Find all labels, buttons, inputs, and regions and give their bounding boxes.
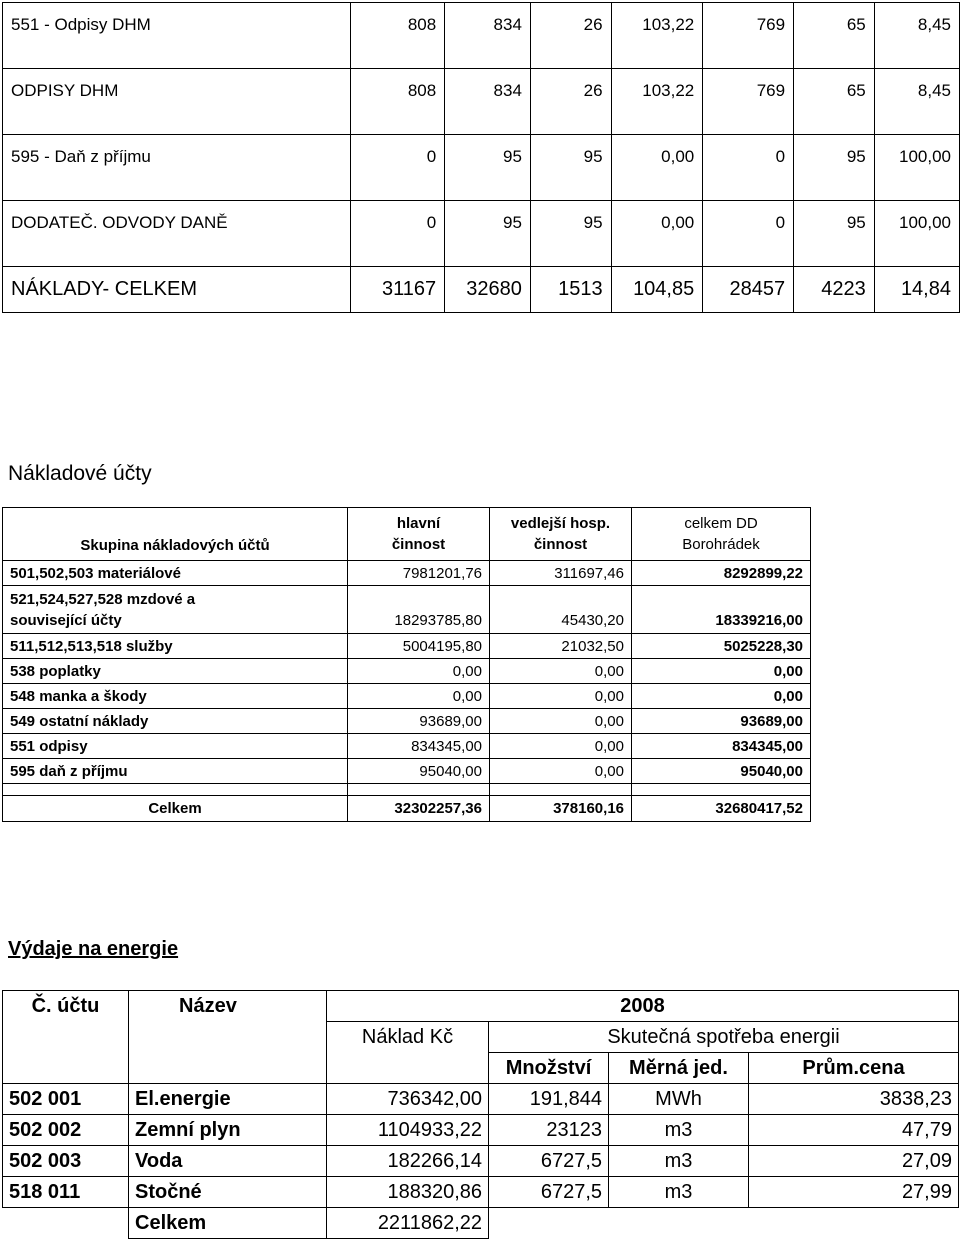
cell: 0,00 (490, 684, 632, 709)
cell: 32302257,36 (348, 796, 490, 822)
row-label-line: související účty (10, 611, 122, 629)
cell-account: 502 003 (3, 1146, 129, 1177)
table-row-gap (3, 179, 960, 201)
cell: 95 (530, 201, 611, 245)
cell: 100,00 (874, 201, 959, 245)
row-label: 511,512,513,518 služby (3, 634, 348, 659)
cell: 21032,50 (490, 634, 632, 659)
cell: 18293785,80 (348, 586, 490, 634)
table-row (3, 709, 811, 734)
table-row (3, 1084, 959, 1115)
cell: 18339216,00 (632, 586, 811, 634)
header-line: hlavní (396, 515, 441, 532)
cell-avg-price: 27,99 (749, 1177, 959, 1208)
cell: 0,00 (348, 659, 490, 684)
cell: 14,84 (874, 267, 959, 313)
table-row (3, 561, 811, 586)
cell-cost: 188320,86 (327, 1177, 489, 1208)
cell: 95 (794, 135, 875, 179)
cell: 378160,16 (490, 796, 632, 822)
header-cost: Náklad Kč (327, 1022, 489, 1084)
cell: 834345,00 (632, 734, 811, 759)
row-label: ODPISY DHM (3, 69, 351, 113)
row-label: 551 - Odpisy DHM (3, 3, 351, 47)
cell: 0,00 (490, 709, 632, 734)
table-row-total (3, 796, 811, 822)
cell: 0 (703, 135, 794, 179)
header-line: vedlejší hosp. (510, 515, 611, 532)
summary-table (2, 2, 960, 313)
cell-avg-price: 47,79 (749, 1115, 959, 1146)
cell: 769 (703, 3, 794, 47)
row-label: 549 ostatní náklady (3, 709, 348, 734)
cell: 0 (703, 201, 794, 245)
cell: 26 (530, 3, 611, 47)
table-header-row (3, 991, 959, 1022)
cell-quantity: 191,844 (489, 1084, 609, 1115)
cell: 8292899,22 (632, 561, 811, 586)
row-label: 595 daň z příjmu (3, 759, 348, 784)
header-line: Borohrádek (682, 536, 760, 553)
table-row (3, 759, 811, 784)
cell-total-label: Celkem (129, 1208, 327, 1239)
section-title-energy: Výdaje na energie (8, 938, 179, 960)
cell: 95 (794, 201, 875, 245)
cell: 104,85 (611, 267, 703, 313)
cell: 45430,20 (490, 586, 632, 634)
cell: 93689,00 (348, 709, 490, 734)
cell-avg-price: 3838,23 (749, 1084, 959, 1115)
cell: 0,00 (490, 759, 632, 784)
cell-avg-price: 27,09 (749, 1146, 959, 1177)
table-row (3, 659, 811, 684)
cell: 95 (530, 135, 611, 179)
cell: 0,00 (632, 684, 811, 709)
cell: 100,00 (874, 135, 959, 179)
row-label: NÁKLADY- CELKEM (3, 267, 351, 313)
table-header-row (3, 508, 811, 561)
table-row (3, 734, 811, 759)
cell: 93689,00 (632, 709, 811, 734)
cell: 65 (794, 69, 875, 113)
cell: 0,00 (632, 659, 811, 684)
cell: 0,00 (611, 201, 703, 245)
cell: 95 (445, 135, 531, 179)
cell: 808 (351, 69, 445, 113)
row-label: 548 manka a škody (3, 684, 348, 709)
header-line: činnost (391, 536, 446, 553)
cell: 311697,46 (490, 561, 632, 586)
empty-cell (609, 1208, 749, 1239)
cell: 8,45 (874, 69, 959, 113)
section-title-cost-accounts: Nákladové účty (8, 462, 152, 485)
cell: 0 (351, 201, 445, 245)
cell-name: Stočné (129, 1177, 327, 1208)
cell: 95040,00 (632, 759, 811, 784)
cell: 31167 (351, 267, 445, 313)
table-row-total (3, 1208, 959, 1239)
cell: 103,22 (611, 69, 703, 113)
cell: 1513 (530, 267, 611, 313)
cell-name: El.energie (129, 1084, 327, 1115)
cell: 0,00 (611, 135, 703, 179)
table-row (3, 1146, 959, 1177)
cell: 95040,00 (348, 759, 490, 784)
cell: 808 (351, 3, 445, 47)
header-side-activity (490, 508, 632, 561)
header-line: celkem DD (684, 515, 758, 532)
header-group: Skupina nákladových účtů (3, 508, 348, 561)
cell-quantity: 6727,5 (489, 1146, 609, 1177)
cell-name: Zemní plyn (129, 1115, 327, 1146)
cell: 103,22 (611, 3, 703, 47)
row-label: DODATEČ. ODVODY DANĚ (3, 201, 351, 245)
cell-total-cost: 2211862,22 (327, 1208, 489, 1239)
cell: 95 (445, 201, 531, 245)
cell: 834 (445, 69, 531, 113)
cell: 8,45 (874, 3, 959, 47)
empty-cell (3, 1208, 129, 1239)
table-row (3, 201, 960, 245)
cell: 32680417,52 (632, 796, 811, 822)
cell-unit: m3 (609, 1115, 749, 1146)
energy-table (2, 990, 959, 1239)
table-row (3, 3, 960, 47)
header-main-activity (348, 508, 490, 561)
row-label: Celkem (3, 796, 348, 822)
header-account: Č. účtu (3, 991, 129, 1084)
cell-cost: 736342,00 (327, 1084, 489, 1115)
cell-quantity: 23123 (489, 1115, 609, 1146)
row-label: 551 odpisy (3, 734, 348, 759)
table-row (3, 69, 960, 113)
table-row (3, 684, 811, 709)
table-row-total (3, 267, 960, 313)
cell: 834345,00 (348, 734, 490, 759)
cell: 0,00 (490, 734, 632, 759)
cell: 0,00 (348, 684, 490, 709)
cell: 32680 (445, 267, 531, 313)
cell: 7981201,76 (348, 561, 490, 586)
table-row-gap (3, 245, 960, 267)
header-avg-price: Prům.cena (749, 1053, 959, 1084)
table-row (3, 1115, 959, 1146)
cell-quantity: 6727,5 (489, 1177, 609, 1208)
header-total (632, 508, 811, 561)
row-label (3, 586, 348, 634)
cell: 28457 (703, 267, 794, 313)
table-row (3, 634, 811, 659)
header-unit: Měrná jed. (609, 1053, 749, 1084)
cell-account: 518 011 (3, 1177, 129, 1208)
cell-account: 502 002 (3, 1115, 129, 1146)
cell-unit: m3 (609, 1146, 749, 1177)
table-row (3, 586, 811, 634)
table-row-gap (3, 47, 960, 69)
row-label: 538 poplatky (3, 659, 348, 684)
cell: 5004195,80 (348, 634, 490, 659)
cell: 65 (794, 3, 875, 47)
cell-unit: MWh (609, 1084, 749, 1115)
cell-cost: 1104933,22 (327, 1115, 489, 1146)
header-year: 2008 (327, 991, 959, 1022)
header-line: činnost (533, 536, 588, 553)
table-row (3, 135, 960, 179)
cell: 834 (445, 3, 531, 47)
table-row (3, 1177, 959, 1208)
header-consumption: Skutečná spotřeba energii (489, 1022, 959, 1053)
row-label: 595 - Daň z příjmu (3, 135, 351, 179)
row-label: 501,502,503 materiálové (3, 561, 348, 586)
header-name: Název (129, 991, 327, 1084)
cell-name: Voda (129, 1146, 327, 1177)
cell: 0,00 (490, 659, 632, 684)
cell-cost: 182266,14 (327, 1146, 489, 1177)
row-label-line: 521,524,527,528 mzdové a (10, 590, 196, 608)
header-quantity: Množství (489, 1053, 609, 1084)
cell: 26 (530, 69, 611, 113)
cell: 4223 (794, 267, 875, 313)
table-row-gap (3, 113, 960, 135)
cell: 769 (703, 69, 794, 113)
table-spacer (3, 784, 811, 796)
cell: 0 (351, 135, 445, 179)
cell-unit: m3 (609, 1177, 749, 1208)
cost-accounts-table (2, 507, 811, 822)
cell: 5025228,30 (632, 634, 811, 659)
empty-cell (489, 1208, 609, 1239)
cell-account: 502 001 (3, 1084, 129, 1115)
empty-cell (749, 1208, 959, 1239)
